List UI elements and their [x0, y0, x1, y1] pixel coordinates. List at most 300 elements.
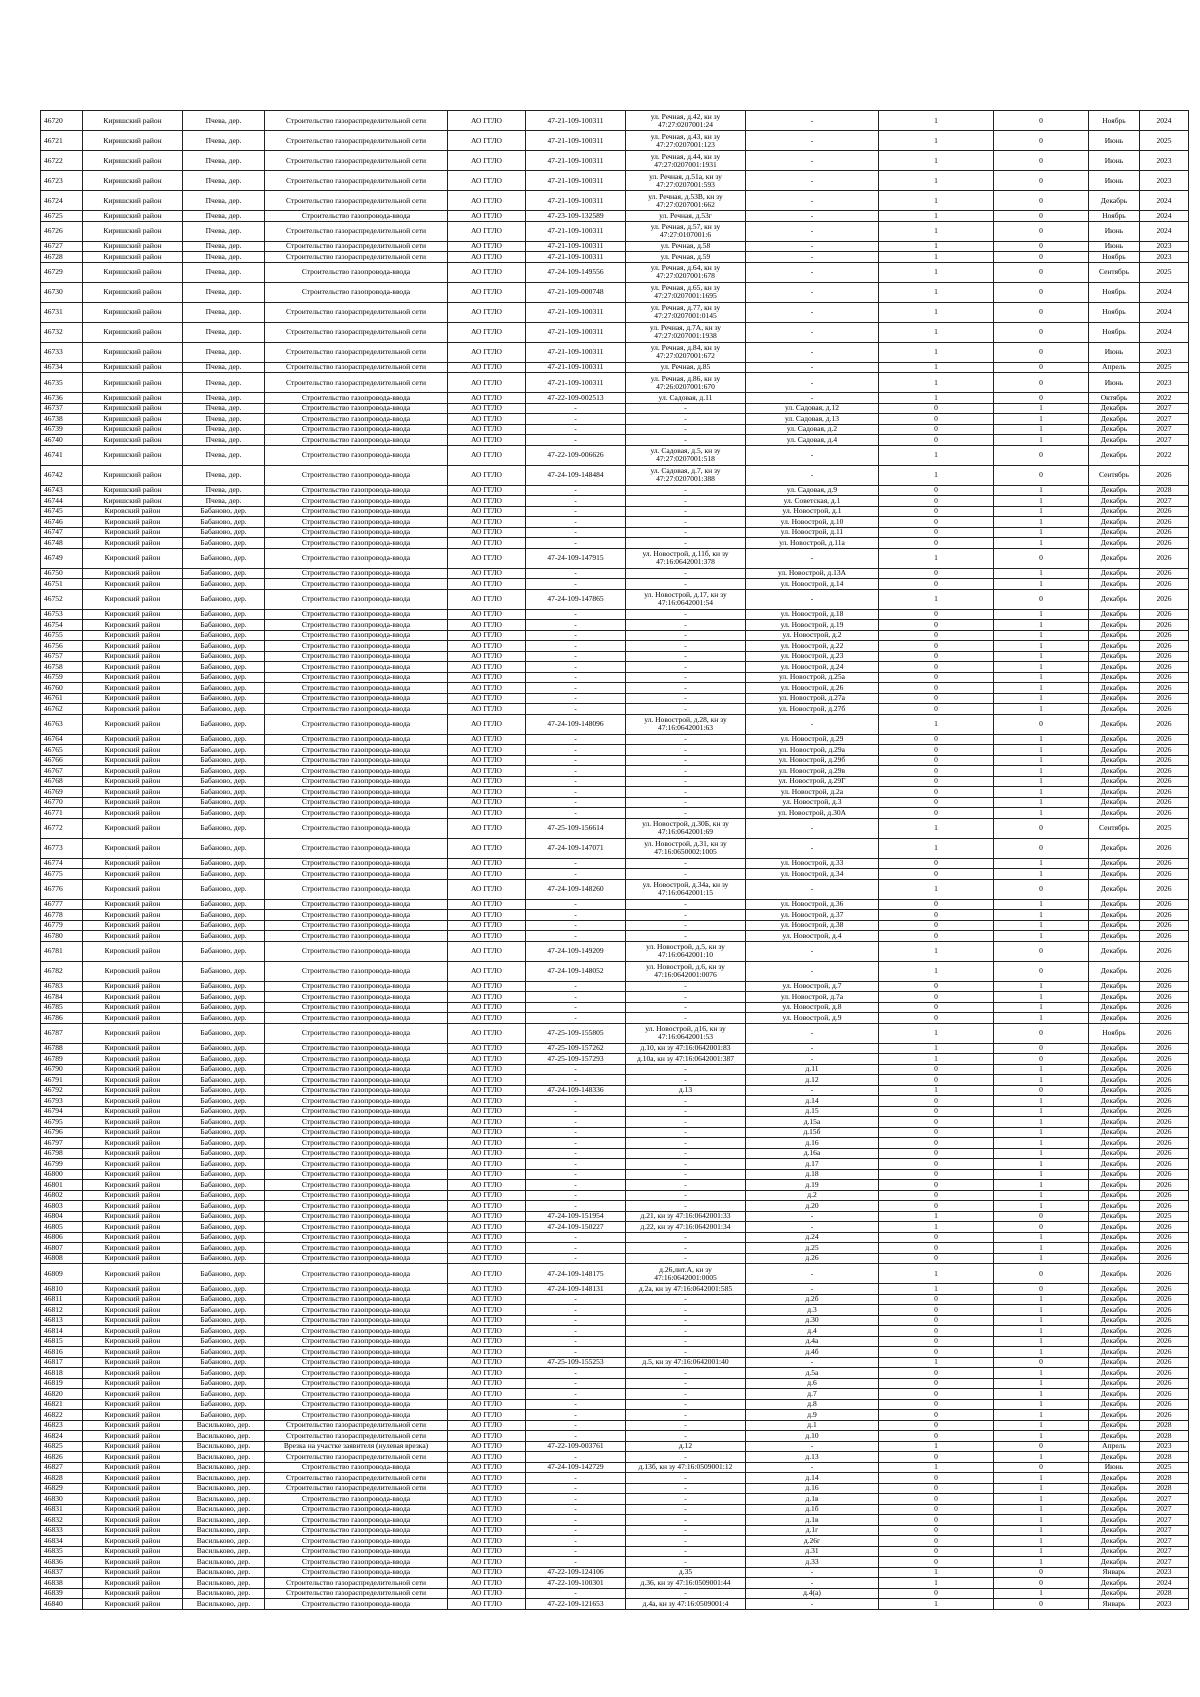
- count-planned-cell: 1: [994, 527, 1089, 538]
- district-cell: Кировский район: [83, 1253, 183, 1264]
- row-number-cell: 46776: [41, 879, 83, 899]
- planned-address-cell: д.17: [746, 1159, 879, 1170]
- count-planned-cell: 0: [994, 548, 1089, 568]
- month-cell: Июнь: [1089, 151, 1140, 171]
- address-with-cadastral-cell: -: [626, 662, 746, 673]
- operator-cell: АО ГГЛО: [448, 1253, 526, 1264]
- operator-cell: АО ГГЛО: [448, 111, 526, 131]
- year-cell: 2026: [1140, 641, 1189, 652]
- operator-cell: АО ГГЛО: [448, 818, 526, 838]
- operator-cell: АО ГГЛО: [448, 1452, 526, 1463]
- address-with-cadastral-cell: ул. Новострой, д.28, кн зу 47:16:0642001:63: [626, 714, 746, 734]
- contract-number-cell: -: [526, 1305, 626, 1316]
- count-contracted-cell: 1: [879, 211, 994, 222]
- address-with-cadastral-cell: -: [626, 899, 746, 910]
- count-contracted-cell: 0: [879, 620, 994, 631]
- settlement-cell: Пчева, дер.: [183, 111, 265, 131]
- operator-cell: АО ГГЛО: [448, 620, 526, 631]
- operator-cell: АО ГГЛО: [448, 322, 526, 342]
- contract-number-cell: -: [526, 704, 626, 715]
- table-row: [41, 838, 1189, 858]
- month-cell: Декабрь: [1089, 1504, 1140, 1515]
- district-cell: Кировский район: [83, 1002, 183, 1013]
- district-cell: Киришский район: [83, 373, 183, 393]
- year-cell: 2026: [1140, 1138, 1189, 1149]
- address-with-cadastral-cell: -: [626, 683, 746, 694]
- month-cell: Декабрь: [1089, 1043, 1140, 1054]
- table-row: [41, 869, 1189, 880]
- count-contracted-cell: 0: [879, 485, 994, 496]
- count-planned-cell: 1: [994, 662, 1089, 673]
- work-type-cell: Строительство газопровода-ввода: [265, 1546, 448, 1557]
- settlement-cell: Васильково, дер.: [183, 1494, 265, 1505]
- settlement-cell: Бабаново, дер.: [183, 1117, 265, 1128]
- work-type-cell: Строительство газопровода-ввода: [265, 714, 448, 734]
- row-number-cell: 46816: [41, 1347, 83, 1358]
- work-type-cell: Строительство газопровода-ввода: [265, 1536, 448, 1547]
- planned-address-cell: ул. Новострой, д.7: [746, 981, 879, 992]
- count-planned-cell: 0: [994, 262, 1089, 282]
- row-number-cell: 46832: [41, 1515, 83, 1526]
- address-with-cadastral-cell: -: [626, 1305, 746, 1316]
- table-row: [41, 527, 1189, 538]
- planned-address-cell: -: [746, 1599, 879, 1610]
- count-contracted-cell: 1: [879, 1599, 994, 1610]
- work-type-cell: Строительство газораспределительной сети: [265, 171, 448, 191]
- count-planned-cell: 1: [994, 745, 1089, 756]
- year-cell: 2026: [1140, 941, 1189, 961]
- work-type-cell: Строительство газопровода-ввода: [265, 1138, 448, 1149]
- year-cell: 2024: [1140, 191, 1189, 211]
- table-row: [41, 1013, 1189, 1024]
- address-with-cadastral-cell: -: [626, 672, 746, 683]
- count-planned-cell: 0: [994, 252, 1089, 263]
- address-with-cadastral-cell: ул. Речная, д.85: [626, 362, 746, 373]
- planned-address-cell: -: [746, 941, 879, 961]
- address-with-cadastral-cell: -: [626, 1190, 746, 1201]
- table-row: [41, 1222, 1189, 1233]
- contract-number-cell: -: [526, 609, 626, 620]
- count-planned-cell: 1: [994, 1127, 1089, 1138]
- contract-number-cell: -: [526, 1201, 626, 1212]
- operator-cell: АО ГГЛО: [448, 1599, 526, 1610]
- address-with-cadastral-cell: -: [626, 1117, 746, 1128]
- address-with-cadastral-cell: -: [626, 808, 746, 819]
- count-contracted-cell: 1: [879, 589, 994, 609]
- year-cell: 2026: [1140, 651, 1189, 662]
- district-cell: Кировский район: [83, 1567, 183, 1578]
- contract-number-cell: -: [526, 981, 626, 992]
- operator-cell: АО ГГЛО: [448, 899, 526, 910]
- year-cell: 2022: [1140, 393, 1189, 404]
- district-cell: Киришский район: [83, 322, 183, 342]
- month-cell: Декабрь: [1089, 1515, 1140, 1526]
- settlement-cell: Бабаново, дер.: [183, 683, 265, 694]
- address-with-cadastral-cell: -: [626, 1546, 746, 1557]
- settlement-cell: Бабаново, дер.: [183, 609, 265, 620]
- work-type-cell: Строительство газопровода-ввода: [265, 755, 448, 766]
- count-planned-cell: 1: [994, 776, 1089, 787]
- month-cell: Декабрь: [1089, 1431, 1140, 1442]
- row-number-cell: 46840: [41, 1599, 83, 1610]
- address-with-cadastral-cell: -: [626, 1169, 746, 1180]
- count-contracted-cell: 0: [879, 1483, 994, 1494]
- table-row: [41, 931, 1189, 942]
- address-with-cadastral-cell: -: [626, 920, 746, 931]
- settlement-cell: Бабаново, дер.: [183, 704, 265, 715]
- address-with-cadastral-cell: -: [626, 1315, 746, 1326]
- count-planned-cell: 0: [994, 1264, 1089, 1284]
- count-contracted-cell: 0: [879, 1336, 994, 1347]
- operator-cell: АО ГГЛО: [448, 1420, 526, 1431]
- count-contracted-cell: 1: [879, 1441, 994, 1452]
- operator-cell: АО ГГЛО: [448, 465, 526, 485]
- month-cell: Декабрь: [1089, 506, 1140, 517]
- district-cell: Кировский район: [83, 1138, 183, 1149]
- count-contracted-cell: 0: [879, 1536, 994, 1547]
- work-type-cell: Строительство газопровода-ввода: [265, 1557, 448, 1568]
- count-contracted-cell: 0: [879, 693, 994, 704]
- table-row: [41, 1452, 1189, 1463]
- work-type-cell: Строительство газопровода-ввода: [265, 1410, 448, 1421]
- table-row: [41, 1169, 1189, 1180]
- planned-address-cell: -: [746, 589, 879, 609]
- count-contracted-cell: 1: [879, 221, 994, 241]
- address-with-cadastral-cell: д.12: [626, 1441, 746, 1452]
- table-row: [41, 1002, 1189, 1013]
- operator-cell: АО ГГЛО: [448, 1180, 526, 1191]
- district-cell: Кировский район: [83, 1483, 183, 1494]
- month-cell: Декабрь: [1089, 1410, 1140, 1421]
- table-row: [41, 1232, 1189, 1243]
- planned-address-cell: ул. Новострой, д.8: [746, 1002, 879, 1013]
- table-row: [41, 766, 1189, 777]
- month-cell: Апрель: [1089, 1441, 1140, 1452]
- settlement-cell: Васильково, дер.: [183, 1525, 265, 1536]
- operator-cell: АО ГГЛО: [448, 393, 526, 404]
- contract-number-cell: -: [526, 1546, 626, 1557]
- work-type-cell: Строительство газопровода-ввода: [265, 1525, 448, 1536]
- settlement-cell: Бабаново, дер.: [183, 1336, 265, 1347]
- count-planned-cell: 1: [994, 992, 1089, 1003]
- operator-cell: АО ГГЛО: [448, 808, 526, 819]
- operator-cell: АО ГГЛО: [448, 858, 526, 869]
- planned-address-cell: ул. Садовая, д.9: [746, 485, 879, 496]
- year-cell: 2025: [1140, 262, 1189, 282]
- district-cell: Кировский район: [83, 506, 183, 517]
- planned-address-cell: д.3: [746, 1305, 879, 1316]
- contract-number-cell: -: [526, 745, 626, 756]
- row-number-cell: 46760: [41, 683, 83, 694]
- year-cell: 2026: [1140, 899, 1189, 910]
- contract-number-cell: 47-21-109-100311: [526, 252, 626, 263]
- work-type-cell: Строительство газопровода-ввода: [265, 858, 448, 869]
- count-contracted-cell: 1: [879, 879, 994, 899]
- work-type-cell: Строительство газопровода-ввода: [265, 693, 448, 704]
- operator-cell: АО ГГЛО: [448, 1494, 526, 1505]
- work-type-cell: Строительство газопровода-ввода: [265, 1462, 448, 1473]
- count-contracted-cell: 1: [879, 252, 994, 263]
- district-cell: Кировский район: [83, 755, 183, 766]
- district-cell: Киришский район: [83, 241, 183, 252]
- year-cell: 2026: [1140, 1326, 1189, 1337]
- count-contracted-cell: 0: [879, 1326, 994, 1337]
- contract-number-cell: -: [526, 1389, 626, 1400]
- operator-cell: АО ГГЛО: [448, 1294, 526, 1305]
- month-cell: Июнь: [1089, 241, 1140, 252]
- operator-cell: АО ГГЛО: [448, 1567, 526, 1578]
- count-contracted-cell: 0: [879, 1410, 994, 1421]
- count-contracted-cell: 0: [879, 1294, 994, 1305]
- work-type-cell: Строительство газораспределительной сети: [265, 1473, 448, 1484]
- month-cell: Декабрь: [1089, 1420, 1140, 1431]
- work-type-cell: Строительство газопровода-ввода: [265, 931, 448, 942]
- work-type-cell: Строительство газопровода-ввода: [265, 1085, 448, 1096]
- count-contracted-cell: 0: [879, 899, 994, 910]
- row-number-cell: 46744: [41, 496, 83, 507]
- operator-cell: АО ГГЛО: [448, 787, 526, 798]
- count-planned-cell: 1: [994, 1169, 1089, 1180]
- settlement-cell: Васильково, дер.: [183, 1599, 265, 1610]
- table-row: [41, 445, 1189, 465]
- month-cell: Декабрь: [1089, 609, 1140, 620]
- district-cell: Кировский район: [83, 879, 183, 899]
- year-cell: 2024: [1140, 322, 1189, 342]
- row-number-cell: 46732: [41, 322, 83, 342]
- operator-cell: АО ГГЛО: [448, 424, 526, 435]
- count-planned-cell: 0: [994, 221, 1089, 241]
- count-planned-cell: 0: [994, 393, 1089, 404]
- settlement-cell: Пчева, дер.: [183, 445, 265, 465]
- table-row: [41, 620, 1189, 631]
- count-contracted-cell: 0: [879, 1525, 994, 1536]
- contract-number-cell: -: [526, 1138, 626, 1149]
- settlement-cell: Бабаново, дер.: [183, 766, 265, 777]
- work-type-cell: Строительство газопровода-ввода: [265, 1201, 448, 1212]
- contract-number-cell: -: [526, 1002, 626, 1013]
- month-cell: Декабрь: [1089, 1054, 1140, 1065]
- month-cell: Декабрь: [1089, 589, 1140, 609]
- table-row: [41, 342, 1189, 362]
- district-cell: Кировский район: [83, 1441, 183, 1452]
- row-number-cell: 46739: [41, 424, 83, 435]
- count-contracted-cell: 1: [879, 1054, 994, 1065]
- work-type-cell: Строительство газопровода-ввода: [265, 899, 448, 910]
- district-cell: Кировский район: [83, 683, 183, 694]
- row-number-cell: 46809: [41, 1264, 83, 1284]
- planned-address-cell: д.1в: [746, 1515, 879, 1526]
- operator-cell: АО ГГЛО: [448, 1169, 526, 1180]
- row-number-cell: 46814: [41, 1326, 83, 1337]
- planned-address-cell: д.4: [746, 1326, 879, 1337]
- month-cell: Декабрь: [1089, 1305, 1140, 1316]
- planned-address-cell: -: [746, 1043, 879, 1054]
- planned-address-cell: ул. Новострой, д.2: [746, 630, 879, 641]
- operator-cell: АО ГГЛО: [448, 302, 526, 322]
- contract-number-cell: 47-21-109-100311: [526, 302, 626, 322]
- row-number-cell: 46827: [41, 1462, 83, 1473]
- count-planned-cell: 1: [994, 981, 1089, 992]
- count-planned-cell: 1: [994, 435, 1089, 446]
- month-cell: Декабрь: [1089, 435, 1140, 446]
- table-row: [41, 435, 1189, 446]
- month-cell: Декабрь: [1089, 776, 1140, 787]
- count-planned-cell: 1: [994, 1336, 1089, 1347]
- address-with-cadastral-cell: -: [626, 981, 746, 992]
- address-with-cadastral-cell: -: [626, 1148, 746, 1159]
- work-type-cell: Строительство газопровода-ввода: [265, 1054, 448, 1065]
- month-cell: Декабрь: [1089, 992, 1140, 1003]
- address-with-cadastral-cell: -: [626, 496, 746, 507]
- month-cell: Декабрь: [1089, 1096, 1140, 1107]
- month-cell: Декабрь: [1089, 808, 1140, 819]
- address-with-cadastral-cell: -: [626, 517, 746, 528]
- year-cell: 2024: [1140, 1578, 1189, 1589]
- count-planned-cell: 1: [994, 641, 1089, 652]
- year-cell: 2026: [1140, 931, 1189, 942]
- contract-number-cell: 47-21-109-100311: [526, 171, 626, 191]
- year-cell: 2026: [1140, 568, 1189, 579]
- row-number-cell: 46721: [41, 131, 83, 151]
- address-with-cadastral-cell: ул. Речная, д.43, кн зу 47:27:0207001:123: [626, 131, 746, 151]
- year-cell: 2026: [1140, 1075, 1189, 1086]
- contract-number-cell: 47-22-109-002513: [526, 393, 626, 404]
- count-contracted-cell: 0: [879, 1399, 994, 1410]
- table-row: [41, 672, 1189, 683]
- count-planned-cell: 1: [994, 485, 1089, 496]
- operator-cell: АО ГГЛО: [448, 1588, 526, 1599]
- operator-cell: АО ГГЛО: [448, 776, 526, 787]
- year-cell: 2028: [1140, 1431, 1189, 1442]
- address-with-cadastral-cell: ул. Новострой, д.30Б, кн зу 47:16:0642001:69: [626, 818, 746, 838]
- count-contracted-cell: 1: [879, 1043, 994, 1054]
- planned-address-cell: д.19: [746, 1180, 879, 1191]
- count-planned-cell: 1: [994, 1190, 1089, 1201]
- count-planned-cell: 0: [994, 362, 1089, 373]
- month-cell: Декабрь: [1089, 1315, 1140, 1326]
- planned-address-cell: д.26г: [746, 1536, 879, 1547]
- operator-cell: АО ГГЛО: [448, 362, 526, 373]
- planned-address-cell: ул. Новострой, д.22: [746, 641, 879, 652]
- table-row: [41, 589, 1189, 609]
- work-type-cell: Строительство газораспределительной сети: [265, 1420, 448, 1431]
- count-planned-cell: 1: [994, 1452, 1089, 1463]
- address-with-cadastral-cell: ул. Новострой, д.31, кн зу 47:16:0650002:1005: [626, 838, 746, 858]
- month-cell: Декабрь: [1089, 485, 1140, 496]
- year-cell: 2025: [1140, 1462, 1189, 1473]
- month-cell: Декабрь: [1089, 1211, 1140, 1222]
- count-contracted-cell: 0: [879, 506, 994, 517]
- contract-number-cell: -: [526, 1378, 626, 1389]
- contract-number-cell: 47-24-109-148052: [526, 961, 626, 981]
- contract-number-cell: -: [526, 787, 626, 798]
- year-cell: 2026: [1140, 1106, 1189, 1117]
- count-planned-cell: 1: [994, 1315, 1089, 1326]
- planned-address-cell: ул. Новострой, д.37: [746, 910, 879, 921]
- count-contracted-cell: 0: [879, 424, 994, 435]
- operator-cell: АО ГГЛО: [448, 693, 526, 704]
- settlement-cell: Бабаново, дер.: [183, 1138, 265, 1149]
- count-contracted-cell: 0: [879, 1546, 994, 1557]
- operator-cell: АО ГГЛО: [448, 517, 526, 528]
- count-planned-cell: 0: [994, 1462, 1089, 1473]
- district-cell: Кировский район: [83, 1013, 183, 1024]
- row-number-cell: 46770: [41, 797, 83, 808]
- row-number-cell: 46780: [41, 931, 83, 942]
- address-with-cadastral-cell: ул. Новострой, д.6, кн зу 47:16:0642001:0076: [626, 961, 746, 981]
- district-cell: Кировский район: [83, 1284, 183, 1295]
- row-number-cell: 46794: [41, 1106, 83, 1117]
- year-cell: 2026: [1140, 766, 1189, 777]
- count-contracted-cell: 0: [879, 1253, 994, 1264]
- planned-address-cell: -: [746, 373, 879, 393]
- contract-number-cell: -: [526, 1515, 626, 1526]
- table-row: [41, 485, 1189, 496]
- row-number-cell: 46820: [41, 1389, 83, 1400]
- count-contracted-cell: 0: [879, 538, 994, 549]
- year-cell: 2026: [1140, 1347, 1189, 1358]
- month-cell: Декабрь: [1089, 651, 1140, 662]
- row-number-cell: 46793: [41, 1096, 83, 1107]
- settlement-cell: Пчева, дер.: [183, 131, 265, 151]
- count-contracted-cell: 0: [879, 1368, 994, 1379]
- contract-number-cell: 47-24-109-150227: [526, 1222, 626, 1233]
- count-contracted-cell: 0: [879, 1180, 994, 1191]
- work-type-cell: Строительство газопровода-ввода: [265, 1002, 448, 1013]
- operator-cell: АО ГГЛО: [448, 1536, 526, 1547]
- district-cell: Киришский район: [83, 262, 183, 282]
- contract-number-cell: -: [526, 1536, 626, 1547]
- address-with-cadastral-cell: -: [626, 1515, 746, 1526]
- district-cell: Кировский район: [83, 766, 183, 777]
- count-contracted-cell: 0: [879, 662, 994, 673]
- contract-number-cell: 47-24-109-148096: [526, 714, 626, 734]
- month-cell: Июнь: [1089, 1462, 1140, 1473]
- work-type-cell: Строительство газопровода-ввода: [265, 211, 448, 222]
- count-planned-cell: 0: [994, 1211, 1089, 1222]
- operator-cell: АО ГГЛО: [448, 1378, 526, 1389]
- contract-number-cell: -: [526, 506, 626, 517]
- district-cell: Киришский район: [83, 221, 183, 241]
- year-cell: 2027: [1140, 424, 1189, 435]
- operator-cell: АО ГГЛО: [448, 1462, 526, 1473]
- work-type-cell: Строительство газопровода-ввода: [265, 1211, 448, 1222]
- count-planned-cell: 0: [994, 589, 1089, 609]
- table-row: [41, 548, 1189, 568]
- address-with-cadastral-cell: -: [626, 797, 746, 808]
- count-contracted-cell: 1: [879, 302, 994, 322]
- address-with-cadastral-cell: -: [626, 1399, 746, 1410]
- year-cell: 2026: [1140, 745, 1189, 756]
- year-cell: 2026: [1140, 734, 1189, 745]
- address-with-cadastral-cell: -: [626, 1347, 746, 1358]
- count-contracted-cell: 0: [879, 1494, 994, 1505]
- operator-cell: АО ГГЛО: [448, 714, 526, 734]
- count-planned-cell: 0: [994, 171, 1089, 191]
- row-number-cell: 46723: [41, 171, 83, 191]
- district-cell: Кировский район: [83, 517, 183, 528]
- month-cell: Июнь: [1089, 171, 1140, 191]
- table-row: [41, 641, 1189, 652]
- settlement-cell: Бабаново, дер.: [183, 869, 265, 880]
- address-with-cadastral-cell: д.5, кн зу 47:16:0642001:40: [626, 1357, 746, 1368]
- operator-cell: АО ГГЛО: [448, 609, 526, 620]
- address-with-cadastral-cell: -: [626, 766, 746, 777]
- operator-cell: АО ГГЛО: [448, 1064, 526, 1075]
- contract-number-cell: -: [526, 1159, 626, 1170]
- district-cell: Киришский район: [83, 424, 183, 435]
- district-cell: Киришский район: [83, 362, 183, 373]
